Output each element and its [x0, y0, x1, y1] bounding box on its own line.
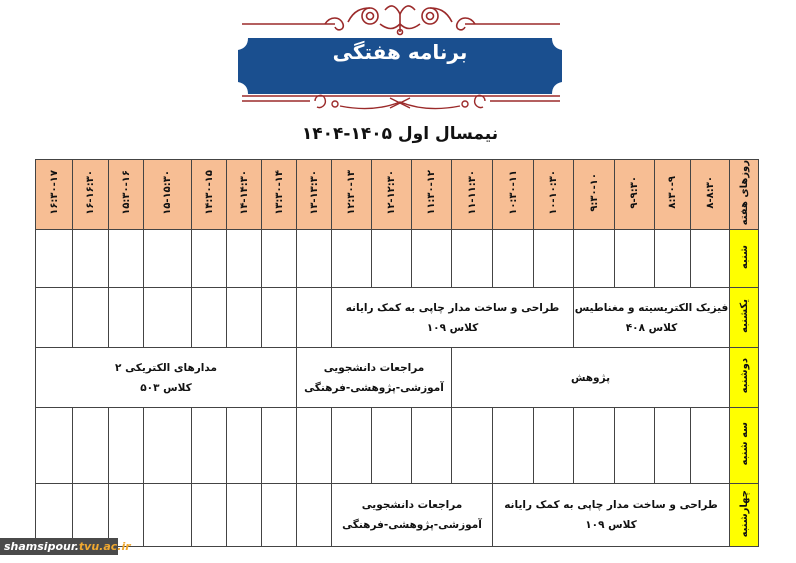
empty-slot [36, 230, 73, 288]
empty-slot [574, 408, 615, 484]
empty-slot [534, 230, 574, 288]
empty-slot [412, 408, 452, 484]
empty-slot [372, 408, 412, 484]
time-slot-header: ۱۳:۳۰-۱۴ [262, 160, 297, 230]
day-label: یکشنبه [730, 288, 759, 348]
empty-slot [332, 230, 372, 288]
empty-slot [73, 230, 109, 288]
empty-slot [691, 230, 730, 288]
time-slot-header: ۸:۳۰-۹ [655, 160, 691, 230]
empty-slot [227, 230, 262, 288]
page-title: برنامه هفتگی [332, 40, 468, 64]
empty-slot [262, 484, 297, 547]
empty-slot [144, 230, 192, 288]
office-hours-block: مراجعات دانشجویی آموزشی-پژوهشی-فرهنگی [332, 484, 493, 547]
time-slot-header: ۱۴:۳۰-۱۵ [192, 160, 227, 230]
empty-slot [297, 230, 332, 288]
empty-slot [227, 288, 262, 348]
empty-slot [73, 408, 109, 484]
class-block-pcb-design: طراحی و ساخت مدار چاپی به کمک رایانه کلاس ۱۰۹ [493, 484, 730, 547]
time-slot-header: ۱۳-۱۳:۳۰ [297, 160, 332, 230]
empty-slot [574, 230, 615, 288]
empty-slot [36, 408, 73, 484]
site-watermark: shamsipour.tvu.ac.ir [0, 538, 118, 555]
empty-slot [412, 230, 452, 288]
day-label: سه شنبه [730, 408, 759, 484]
empty-slot [262, 230, 297, 288]
time-slot-header: ۱۵-۱۵:۳۰ [144, 160, 192, 230]
time-slot-header: ۱۰-۱۰:۳۰ [534, 160, 574, 230]
time-slot-header: ۱۲-۱۲:۳۰ [372, 160, 412, 230]
empty-slot [227, 484, 262, 547]
time-header-row [36, 160, 759, 230]
empty-slot [192, 408, 227, 484]
class-block-pcb-design: طراحی و ساخت مدار چاپی به کمک رایانه کلاس ۱۰۹ [332, 288, 574, 348]
time-slot-header: ۹-۹:۳۰ [615, 160, 655, 230]
office-hours-block: مراجعات دانشجویی آموزشی-پژوهشی-فرهنگی [297, 348, 452, 408]
empty-slot [73, 288, 109, 348]
day-label: چهارشنبه [730, 484, 759, 547]
time-slot-header: ۱۲:۳۰-۱۳ [332, 160, 372, 230]
empty-slot [452, 408, 493, 484]
time-slot-header: ۱۶:۳۰-۱۷ [36, 160, 73, 230]
empty-slot [691, 408, 730, 484]
time-slot-header: ۱۱-۱۱:۳۰ [452, 160, 493, 230]
empty-slot [144, 408, 192, 484]
time-slot-header: ۸-۸:۳۰ [691, 160, 730, 230]
class-block-electric-circuits-2: مدارهای الکتریکی ۲ کلاس ۵۰۳ [36, 348, 297, 408]
time-slot-header: ۱۱:۳۰-۱۲ [412, 160, 452, 230]
day-label: دوشنبه [730, 348, 759, 408]
empty-slot [655, 230, 691, 288]
weekly-schedule-table [35, 159, 759, 547]
research-block: پژوهش [452, 348, 730, 408]
time-slot-header: ۹:۳۰-۱۰ [574, 160, 615, 230]
empty-slot [372, 230, 412, 288]
empty-slot [192, 484, 227, 547]
empty-slot [144, 484, 192, 547]
empty-slot [493, 408, 534, 484]
title-banner [230, 0, 570, 120]
empty-slot [192, 288, 227, 348]
empty-slot [109, 408, 144, 484]
empty-slot [332, 408, 372, 484]
empty-slot [655, 408, 691, 484]
empty-slot [36, 288, 73, 348]
empty-slot [493, 230, 534, 288]
time-slot-header: ۱۵:۳۰-۱۶ [109, 160, 144, 230]
empty-slot [615, 230, 655, 288]
empty-slot [109, 230, 144, 288]
empty-slot [262, 408, 297, 484]
day-row-wednesday [36, 484, 759, 547]
day-row-tuesday [36, 408, 759, 484]
empty-slot [262, 288, 297, 348]
empty-slot [192, 230, 227, 288]
empty-slot [297, 408, 332, 484]
day-label: شنبه [730, 230, 759, 288]
time-slot-header: ۱۶-۱۶:۳۰ [73, 160, 109, 230]
empty-slot [144, 288, 192, 348]
empty-slot [227, 408, 262, 484]
empty-slot [109, 288, 144, 348]
days-of-week-header: روزهای هفته [730, 160, 759, 230]
time-slot-header: ۱۴-۱۴:۳۰ [227, 160, 262, 230]
day-row-sunday [36, 288, 759, 348]
day-row-saturday [36, 230, 759, 288]
empty-slot [615, 408, 655, 484]
semester-subtitle: نیمسال اول ۱۴۰۵-۱۴۰۴ [301, 124, 499, 144]
empty-slot [297, 288, 332, 348]
empty-slot [452, 230, 493, 288]
day-row-monday [36, 348, 759, 408]
class-block-electromagnetism: فیزیک الکتریسیته و مغناطیس کلاس ۴۰۸ [574, 288, 730, 348]
time-slot-header: ۱۰:۳۰-۱۱ [493, 160, 534, 230]
empty-slot [534, 408, 574, 484]
empty-slot [297, 484, 332, 547]
